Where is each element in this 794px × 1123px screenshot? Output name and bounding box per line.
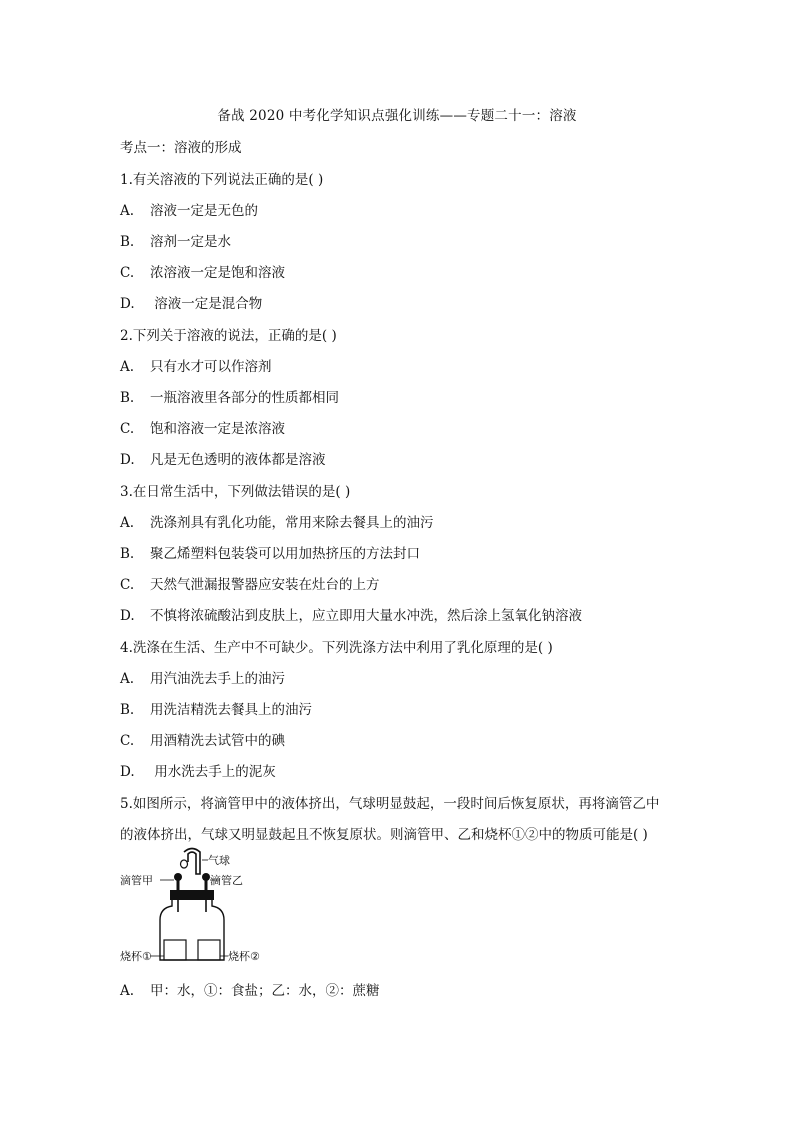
option-text: 用水洗去手上的泥灰 bbox=[150, 764, 276, 780]
option-text: 不慎将浓硫酸沾到皮肤上，应立即用大量水冲洗，然后涂上氢氧化钠溶液 bbox=[150, 608, 582, 624]
option-text: 溶液一定是混合物 bbox=[150, 296, 263, 312]
option-text: 溶液一定是无色的 bbox=[150, 203, 258, 219]
question-5-stem-line-1: 5.如图所示，将滴管甲中的液体挤出，气球明显鼓起，一段时间后恢复原状，再将滴管乙中 bbox=[120, 796, 660, 812]
question-1-option-a bbox=[120, 199, 258, 219]
option-label: C. bbox=[120, 265, 135, 281]
option-label: B. bbox=[120, 234, 135, 250]
option-label: C. bbox=[120, 733, 135, 749]
option-text: 聚乙烯塑料包装袋可以用加热挤压的方法封口 bbox=[150, 546, 420, 562]
option-text: 天然气泄漏报警器应安装在灶台的上方 bbox=[150, 577, 380, 593]
question-2-option-d bbox=[120, 448, 326, 468]
beaker-2-label: 烧杯② bbox=[228, 950, 260, 963]
option-label: A. bbox=[120, 671, 135, 687]
option-label: D. bbox=[120, 608, 135, 624]
option-label: A. bbox=[120, 203, 135, 219]
question-3-stem: 3.在日常生活中，下列做法错误的是( ) bbox=[120, 484, 351, 500]
option-text: 甲：水，①：食盐；乙：水，②：蔗糖 bbox=[150, 983, 380, 999]
option-label: D. bbox=[120, 296, 135, 312]
question-1-stem: 1.有关溶液的下列说法正确的是( ) bbox=[120, 172, 324, 188]
question-1-option-c bbox=[120, 261, 285, 281]
question-4-option-b bbox=[120, 698, 312, 718]
option-label: B. bbox=[120, 390, 135, 406]
option-text: 凡是无色透明的液体都是溶液 bbox=[150, 452, 326, 468]
option-text: 用酒精洗去试管中的碘 bbox=[150, 733, 285, 749]
page-title: 备战 2020 中考化学知识点强化训练——专题二十一：溶液 bbox=[217, 108, 577, 124]
option-label: D. bbox=[120, 764, 135, 780]
question-3-option-b bbox=[120, 542, 420, 562]
option-label: A. bbox=[120, 983, 135, 999]
option-text: 用汽油洗去手上的油污 bbox=[150, 671, 285, 687]
option-label: A. bbox=[120, 359, 135, 375]
question-5-option-a bbox=[120, 979, 380, 999]
option-label: C. bbox=[120, 577, 135, 593]
question-2-option-a bbox=[120, 355, 272, 375]
option-text: 只有水才可以作溶剂 bbox=[150, 359, 272, 375]
dropper-b-label: 滴管乙 bbox=[210, 874, 243, 887]
option-label: A. bbox=[120, 515, 135, 531]
question-4-option-a bbox=[120, 667, 285, 687]
option-label: D. bbox=[120, 452, 135, 468]
beaker-2 bbox=[198, 940, 220, 960]
beaker-1-label: 烧杯① bbox=[120, 950, 152, 963]
option-label: B. bbox=[120, 702, 135, 718]
option-text: 洗涤剂具有乳化功能，常用来除去餐具上的油污 bbox=[150, 515, 434, 531]
option-text: 一瓶溶液里各部分的性质都相同 bbox=[150, 390, 339, 406]
question-2-option-b bbox=[120, 386, 339, 406]
option-text: 用洗洁精洗去餐具上的油污 bbox=[150, 702, 312, 718]
apparatus-diagram bbox=[120, 846, 270, 964]
question-1-option-b bbox=[120, 230, 231, 250]
question-3-option-a bbox=[120, 511, 434, 531]
question-1-option-d bbox=[120, 292, 262, 312]
bottle bbox=[160, 900, 224, 960]
question-4-option-d bbox=[120, 760, 276, 780]
question-3-option-c bbox=[120, 573, 380, 593]
option-text: 溶剂一定是水 bbox=[150, 234, 231, 250]
question-5-stem-line-2: 的液体挤出，气球又明显鼓起且不恢复原状。则滴管甲、乙和烧杯①②中的物质可能是( ) bbox=[120, 827, 648, 843]
section-heading: 考点一：溶液的形成 bbox=[120, 140, 242, 156]
question-4-option-c bbox=[120, 729, 285, 749]
question-3-option-d bbox=[120, 604, 582, 624]
question-4-stem: 4.洗涤在生活、生产中不可缺少。下列洗涤方法中利用了乳化原理的是( ) bbox=[120, 640, 553, 656]
question-2-option-c bbox=[120, 417, 285, 437]
stopper bbox=[170, 890, 214, 900]
beaker-1 bbox=[164, 940, 186, 960]
option-text: 浓溶液一定是饱和溶液 bbox=[150, 265, 285, 281]
option-text: 饱和溶液一定是浓溶液 bbox=[150, 421, 285, 437]
balloon-shape bbox=[181, 860, 188, 868]
option-label: B. bbox=[120, 546, 135, 562]
dropper-a-label: 滴管甲 bbox=[120, 874, 153, 887]
question-2-stem: 2.下列关于溶液的说法，正确的是( ) bbox=[120, 328, 337, 344]
balloon-label: 气球 bbox=[208, 854, 230, 867]
option-label: C. bbox=[120, 421, 135, 437]
